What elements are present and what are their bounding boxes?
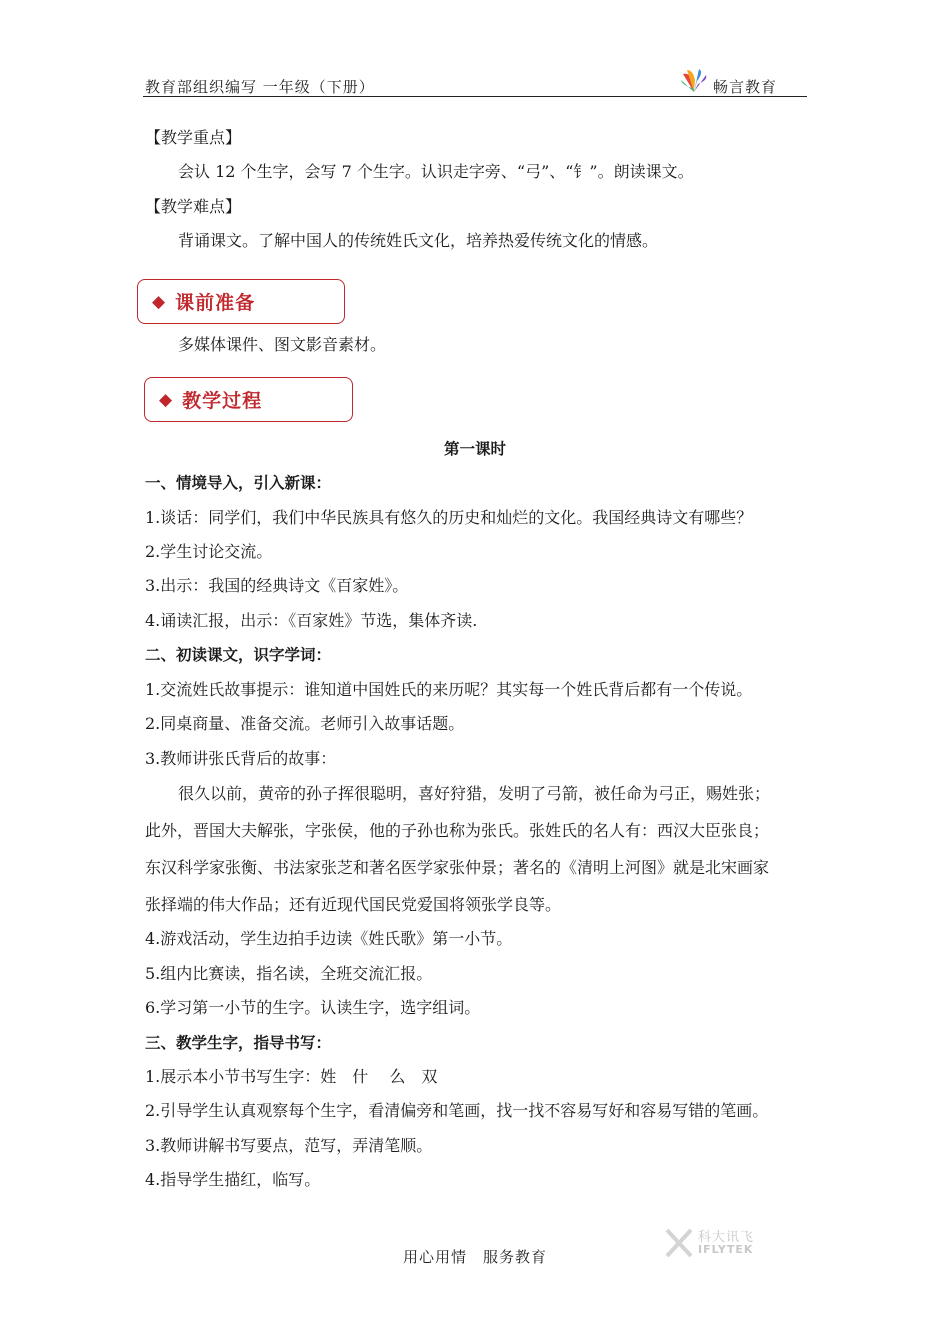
watermark-en: IFLYTEK — [698, 1243, 754, 1256]
process-title: 教学过程 — [182, 390, 263, 412]
story-line: 张择端的伟大作品；还有近现代国民党爱国将领张学良等。 — [145, 895, 562, 914]
header-title: 教育部组织编写 一年级（下册） — [145, 78, 375, 96]
list-item: 2.学生讨论交流。 — [145, 542, 273, 561]
brand-logo-icon — [679, 66, 709, 94]
prep-section-header — [137, 279, 345, 324]
key-points-text: 会认 12 个生字，会写 7 个生字。认识走字旁、“弓”、“钅”。朗读课文。 — [178, 162, 694, 181]
list-item: 4.诵读汇报，出示：《百家姓》节选，集体齐读. — [145, 611, 478, 630]
part1-heading: 一、情境导入，引入新课： — [145, 474, 332, 492]
list-item: 6.学习第一小节的生字。认读生字，选字组词。 — [145, 998, 481, 1017]
story-line: 此外，晋国大夫解张，字张侯，他的子孙也称为张氏。张姓氏的名人有：西汉大臣张良； — [145, 821, 770, 840]
part2-heading: 二、初读课文，识字学词： — [145, 646, 332, 664]
footer-slogan — [0, 1246, 950, 1267]
list-item: 3.教师讲解书写要点，范写，弄清笔顺。 — [145, 1136, 433, 1155]
story-line: 很久以前，黄帝的孙子挥很聪明，喜好狩猎，发明了弓箭，被任命为弓正，赐姓张； — [178, 784, 771, 803]
list-item: 4.指导学生描红，临写。 — [145, 1170, 321, 1189]
watermark-cn: 科大讯飞 — [698, 1230, 755, 1245]
diamond-icon: ◆ — [159, 389, 173, 410]
brand-name: 畅言教育 — [713, 78, 778, 96]
difficulty-text: 背诵课文。了解中国人的传统姓氏文化，培养热爱传统文化的情感。 — [178, 231, 659, 250]
prep-title: 课前准备 — [175, 292, 256, 314]
list-item: 1.谈话：同学们，我们中华民族具有悠久的历史和灿烂的文化。我国经典诗文有哪些？ — [145, 508, 753, 527]
part3-heading: 三、教学生字，指导书写： — [145, 1034, 332, 1052]
difficulty-heading: 【教学难点】 — [145, 197, 242, 216]
list-item: 5.组内比赛读，指名读，全班交流汇报。 — [145, 964, 433, 983]
header-divider — [143, 96, 807, 97]
diamond-icon: ◆ — [152, 291, 166, 312]
list-item: 2.同桌商量、准备交流。老师引入故事话题。 — [145, 714, 465, 733]
footer-right: 服务教育 — [483, 1248, 548, 1266]
list-item: 3.出示：我国的经典诗文《百家姓》。 — [145, 576, 409, 595]
list-item: 1.交流姓氏故事提示：谁知道中国姓氏的来历呢？其实每一个姓氏背后都有一个传说。 — [145, 680, 753, 699]
lesson-title: 第一课时 — [443, 440, 506, 458]
list-item: 1.展示本小节书写生字：姓 什 么 双 — [145, 1067, 438, 1086]
footer-left: 用心用情 — [402, 1248, 467, 1266]
process-section-header — [144, 377, 353, 422]
prep-text: 多媒体课件、图文影音素材。 — [178, 335, 387, 354]
list-item: 3.教师讲张氏背后的故事： — [145, 749, 337, 768]
key-points-heading: 【教学重点】 — [145, 128, 242, 147]
list-item: 4.游戏活动，学生边拍手边读《姓氏歌》第一小节。 — [145, 929, 513, 948]
list-item: 2.引导学生认真观察每个生字，看清偏旁和笔画，找一找不容易写好和容易写错的笔画。 — [145, 1101, 769, 1120]
story-line: 东汉科学家张衡、书法家张芝和著名医学家张仲景；著名的《清明上河图》就是北宋画家 — [145, 858, 770, 877]
